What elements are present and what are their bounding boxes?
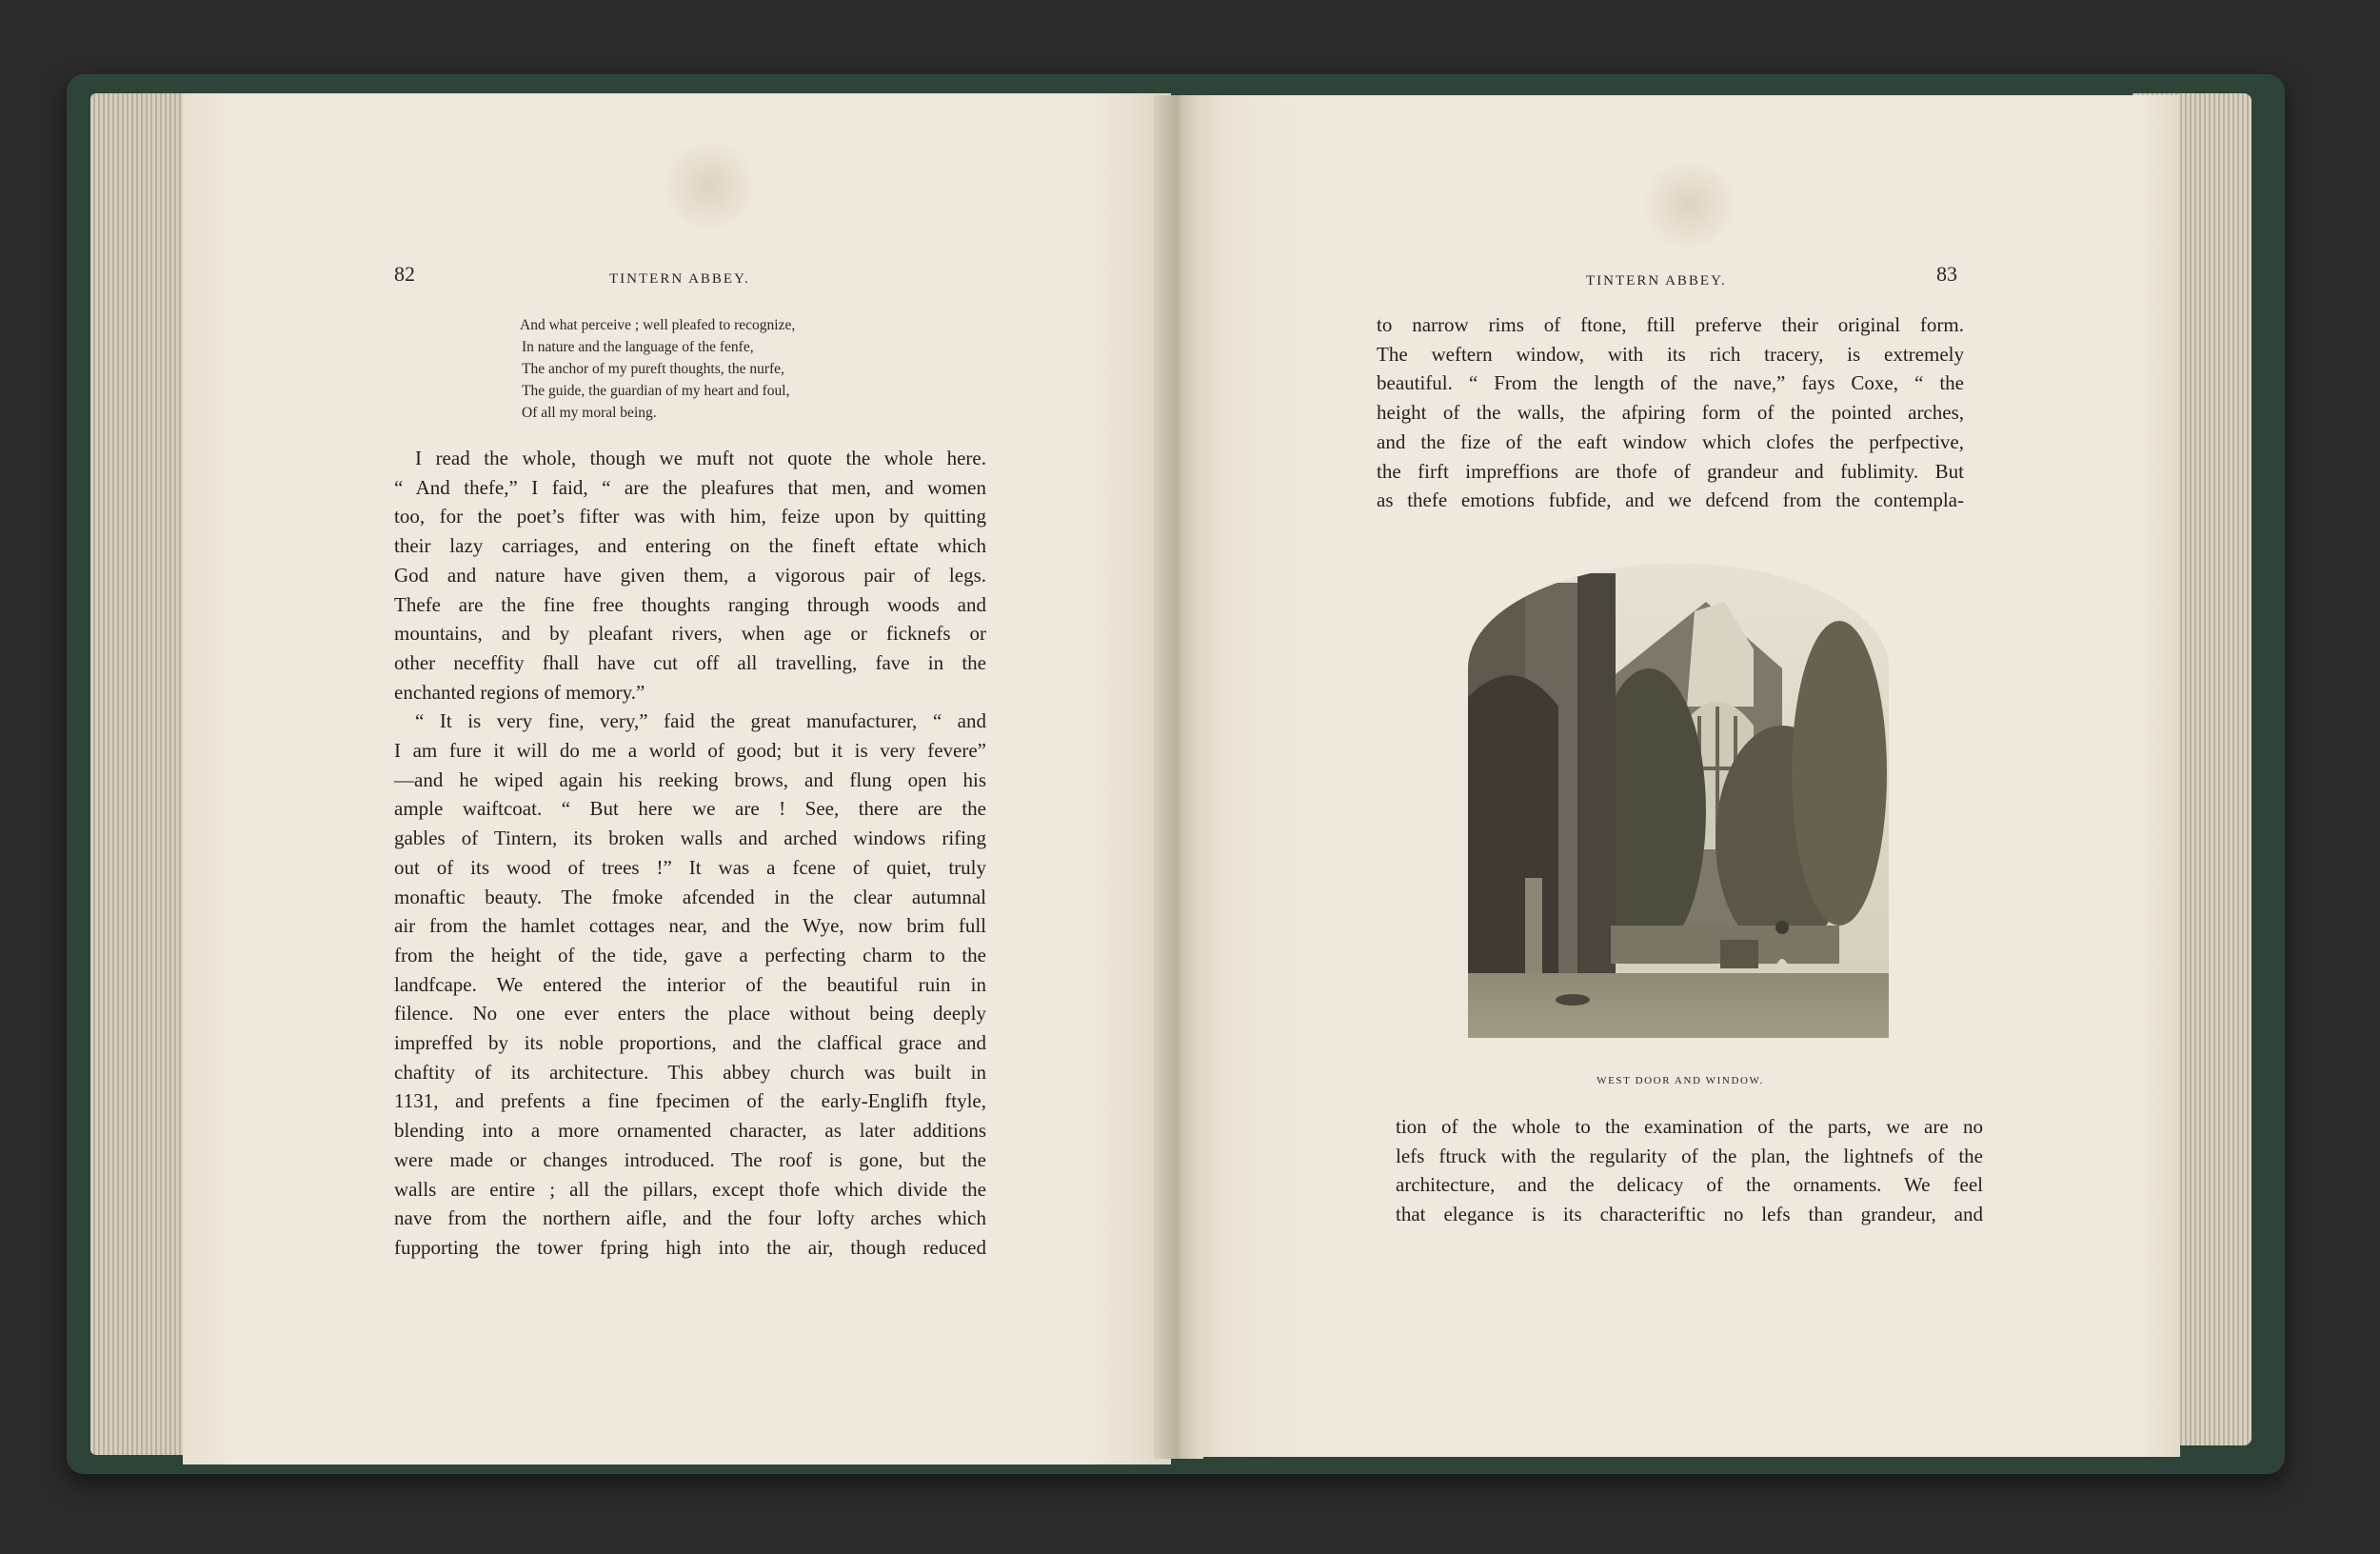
left-page-edges (90, 93, 195, 1455)
text-line: beautiful. “ From the length of the nave,” fays Coxe, “ the (1377, 371, 1964, 395)
text-line: as thefe emotions fubfide, and we defcend from the contempla- (1377, 488, 1964, 512)
page-number-left: 82 (394, 262, 415, 286)
text-line: tion of the whole to the examination of the parts, we are no (1396, 1115, 1983, 1138)
text-line: “ And thefe,” I faid, “ are the pleafures that men, and women (394, 475, 986, 499)
page-number-right: 83 (1936, 262, 1957, 286)
poem-line: The guide, the guardian of my heart and foul, (522, 383, 790, 399)
text-line: fupporting the tower fpring high into the air, though reduced (394, 1235, 986, 1259)
text-line: “ It is very fine, very,” faid the great manufacturer, “ and (415, 709, 986, 733)
abbey-photograph (1468, 564, 1889, 1038)
text-line: too, for the poet’s fifter was with him, feize upon by quitting (394, 505, 986, 528)
text-line: filence. No one ever enters the place without being deeply (394, 1002, 986, 1026)
text-line: blending into a more ornamented character, as later additions (394, 1119, 986, 1143)
text-line: gables of Tintern, its broken walls and arched windows rifing (394, 827, 986, 850)
text-line: enchanted regions of memory.” (394, 680, 645, 704)
text-line: were made or changes introduced. The roof is gone, but the (394, 1147, 986, 1171)
poem-block (520, 314, 901, 424)
poem-line: And what perceive ; well pleafed to recognize, (520, 317, 796, 333)
text-line: nave from the northern aifle, and the four lofty arches which (394, 1206, 986, 1230)
right-body-text-top (1377, 310, 1964, 515)
text-line: architecture, and the delicacy of the ornaments. We feel (1396, 1173, 1983, 1197)
text-line: to narrow rims of ftone, ftill preferve their original form. (1377, 313, 1964, 336)
text-line: chaftity of its architecture. This abbey church was built in (394, 1060, 986, 1084)
text-line: impreffed by its noble proportions, and the claffical grace and (394, 1031, 986, 1055)
paper-stain (1637, 162, 1742, 248)
paper-stain (657, 143, 762, 229)
text-line: out of its wood of trees !” It was a fcene of quiet, truly (394, 855, 986, 879)
photo-caption: WEST DOOR AND WINDOW. (1597, 1075, 1764, 1086)
left-body-text (394, 444, 986, 1263)
running-head-left: TINTERN ABBEY. (609, 271, 750, 287)
text-line: walls are entire ; all the pillars, except thofe which divide the (394, 1177, 986, 1201)
text-line: lefs ftruck with the regularity of the plan, the lightnefs of the (1396, 1144, 1983, 1167)
poem-line: Of all my moral being. (522, 405, 657, 421)
book-gutter (1154, 95, 1203, 1459)
poem-line: In nature and the language of the fenfe, (522, 339, 754, 355)
text-line: the firft impreffions are thofe of grandeur and fublimity. But (1377, 459, 1964, 483)
text-line: —and he wiped again his reeking brows, and flung open his (394, 767, 986, 791)
text-line: I am fure it will do me a world of good; but it is very fevere” (394, 739, 986, 763)
text-line: from the height of the tide, gave a perfecting charm to the (394, 943, 986, 966)
text-line: and the fize of the eaft window which clofes the perfpective, (1377, 429, 1964, 453)
text-line: God and nature have given them, a vigorous pair of legs. (394, 563, 986, 587)
text-line: that elegance is its characteriftic no lefs than grandeur, and (1396, 1203, 1983, 1226)
text-line: Thefe are the fine free thoughts ranging through woods and (394, 592, 986, 616)
text-line: ample waiftcoat. “ But here we are ! See, there are the (394, 797, 986, 821)
abbey-photograph-image (1468, 564, 1889, 1038)
text-line: height of the walls, the afpiring form of the pointed arches, (1377, 401, 1964, 425)
running-head-right: TINTERN ABBEY. (1586, 273, 1727, 289)
poem-line: The anchor of my pureft thoughts, the nurfe, (522, 361, 784, 377)
right-body-text-bottom (1396, 1112, 1983, 1229)
text-line: monaftic beauty. The fmoke afcended in the clear autumnal (394, 885, 986, 908)
text-line: landfcape. We entered the interior of the beautiful ruin in (394, 972, 986, 996)
text-line: air from the hamlet cottages near, and the Wye, now brim full (394, 914, 986, 938)
text-line: The weftern window, with its rich tracery, is extremely (1377, 342, 1964, 366)
text-line: mountains, and by pleafant rivers, when age or ficknefs or (394, 622, 986, 646)
text-line: I read the whole, though we muft not quote the whole here. (415, 447, 986, 469)
text-line: other neceffity fhall have cut off all travelling, fave in the (394, 650, 986, 674)
text-line: 1131, and prefents a fine fpecimen of the early-Englifh ftyle, (394, 1089, 986, 1113)
text-line: their lazy carriages, and entering on the fineft eftate which (394, 534, 986, 558)
